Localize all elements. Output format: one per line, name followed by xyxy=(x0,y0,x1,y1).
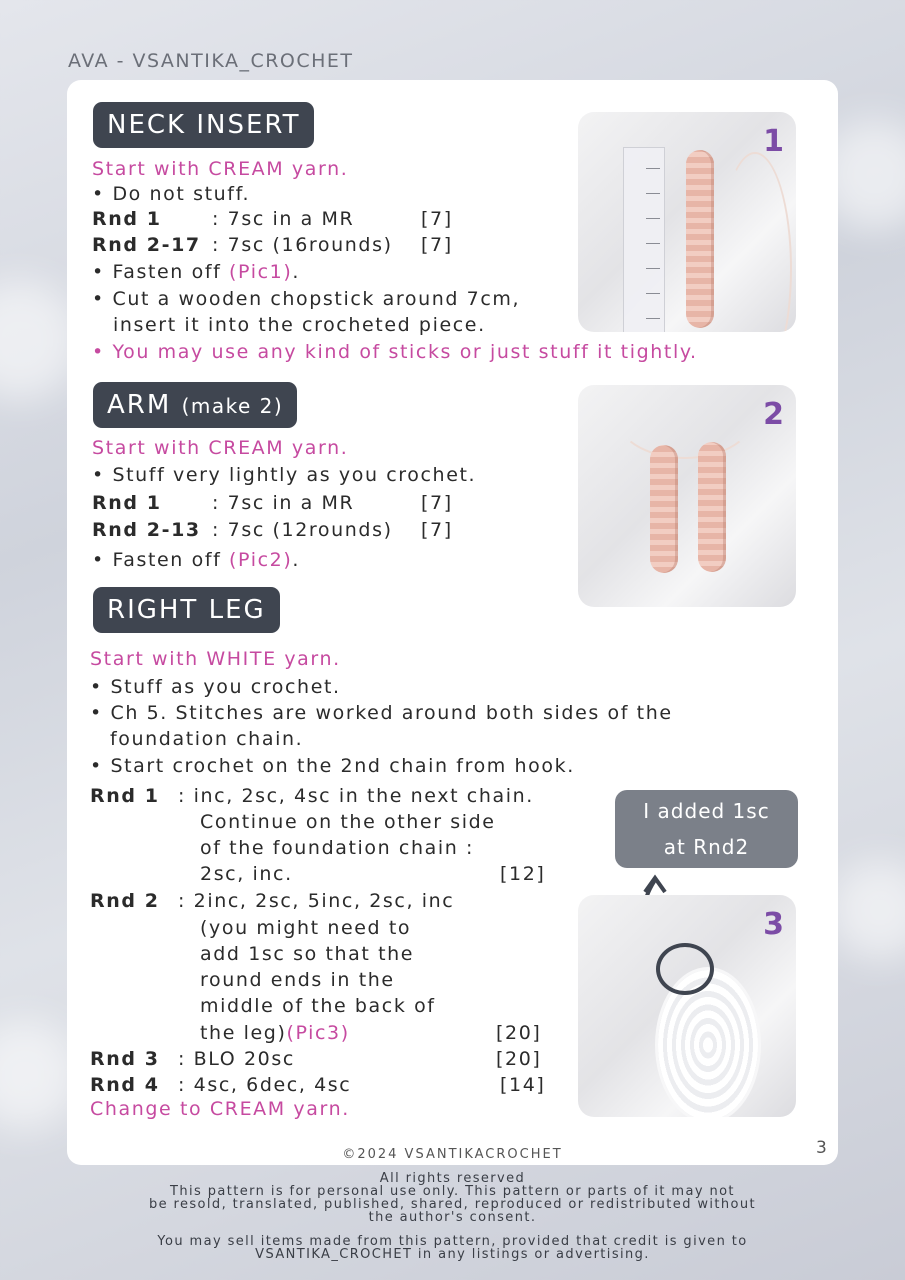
ruler xyxy=(623,147,665,332)
arm-pic-ref: (Pic2) xyxy=(229,549,293,571)
leg-rnd1-line: 2sc, inc. xyxy=(200,863,293,885)
leg-start: Start with WHITE yarn. xyxy=(90,648,341,670)
leg-change-yarn: Change to CREAM yarn. xyxy=(90,1098,350,1120)
note-line: at Rnd2 xyxy=(663,835,750,859)
leg-rnd2-line: : 2inc, 2sc, 5inc, 2sc, inc xyxy=(178,890,455,912)
arm-rnd2-count: [7] xyxy=(421,519,453,541)
leg-rnd4-label: Rnd 4 xyxy=(90,1074,160,1096)
arm-fasten-text: • Fasten off xyxy=(92,549,230,571)
leg-rnd1-line: Continue on the other side xyxy=(200,811,496,833)
pic-number-3: 3 xyxy=(763,907,784,942)
neck-fasten xyxy=(92,260,300,284)
footer-line: the author's consent. xyxy=(368,1210,537,1225)
arm-stuff: • Stuff very lightly as you crochet. xyxy=(92,464,477,486)
arm-crochet-piece-left xyxy=(650,445,678,573)
yarn-strand xyxy=(613,385,757,459)
footer-line: be resold, translated, published, shared, reproduced or redistributed without xyxy=(148,1197,757,1212)
arm-rnd2-text: : 7sc (12rounds) xyxy=(212,519,393,541)
neck-rnd1-text: : 7sc in a MR xyxy=(212,208,355,230)
leg-ch-line1: • Ch 5. Stitches are worked around both sides of the xyxy=(90,702,673,724)
neck-cut-line2: insert it into the crocheted piece. xyxy=(113,314,486,336)
section-heading-arm xyxy=(93,382,297,428)
arm-crochet-piece-right xyxy=(698,442,726,572)
leg-rnd2-line: round ends in the xyxy=(200,969,395,991)
leg-rnd2-line: the leg) xyxy=(200,1022,287,1044)
footer-line: VSANTIKA_CROCHET in any listings or advertising. xyxy=(255,1247,650,1262)
leg-rnd3-count: [20] xyxy=(496,1048,542,1070)
neck-rnd1-count: [7] xyxy=(421,208,453,230)
neck-heading-text: NECK INSERT xyxy=(107,110,301,140)
neck-cut-line1: • Cut a wooden chopstick around 7cm, xyxy=(92,288,521,310)
arm-heading-text: ARM xyxy=(107,390,172,420)
pic-number-1: 1 xyxy=(763,124,784,159)
neck-fasten-end: . xyxy=(292,261,300,283)
leg-rnd2-line: middle of the back of xyxy=(200,995,436,1017)
highlight-circle xyxy=(656,943,714,995)
leg-rnd2-line: add 1sc so that the xyxy=(200,943,415,965)
neck-rnd2-text: : 7sc (16rounds) xyxy=(212,234,393,256)
leg-rnd3-text: : BLO 20sc xyxy=(178,1048,295,1070)
neck-no-stuff: • Do not stuff. xyxy=(92,183,251,205)
arm-rnd1-count: [7] xyxy=(421,492,453,514)
leg-rnd3-label: Rnd 3 xyxy=(90,1048,160,1070)
note-bubble xyxy=(615,790,798,868)
section-heading-neck xyxy=(93,102,314,148)
photo-neck-insert xyxy=(578,112,796,332)
background-blur xyxy=(830,860,905,960)
leg-rnd2-last xyxy=(200,1021,350,1045)
page-number: 3 xyxy=(816,1138,827,1158)
neck-rnd1-label: Rnd 1 xyxy=(92,208,162,230)
photo-arms xyxy=(578,385,796,607)
leg-heading-text: RIGHT LEG xyxy=(107,595,266,625)
leg-rnd4-text: : 4sc, 6dec, 4sc xyxy=(178,1074,352,1096)
pattern-title: AVA - VSANTIKA_CROCHET xyxy=(68,50,354,72)
leg-rnd1-label: Rnd 1 xyxy=(90,785,160,807)
arm-rnd1-text: : 7sc in a MR xyxy=(212,492,355,514)
leg-stuff: • Stuff as you crochet. xyxy=(90,676,341,698)
note-line: I added 1sc xyxy=(643,799,770,823)
neck-rnd2-label: Rnd 2-17 xyxy=(92,234,201,256)
footer-line: This pattern is for personal use only. This pattern or parts of it may not xyxy=(170,1184,735,1199)
arm-rnd2-label: Rnd 2-13 xyxy=(92,519,201,541)
section-heading-leg xyxy=(93,587,280,633)
footer-line: You may sell items made from this pattern, provided that credit is given to xyxy=(157,1234,748,1249)
leg-rnd2-count: [20] xyxy=(496,1022,542,1044)
photo-leg-base xyxy=(578,895,796,1117)
arm-heading-sub: (make 2) xyxy=(181,394,284,418)
arm-start: Start with CREAM yarn. xyxy=(92,437,349,459)
leg-rnd4-count: [14] xyxy=(500,1074,546,1096)
leg-rnd1-count: [12] xyxy=(500,863,546,885)
leg-rnd1-line: : inc, 2sc, 4sc in the next chain. xyxy=(178,785,534,807)
leg-pic-ref: (Pic3) xyxy=(286,1022,350,1044)
copyright-text: ©2024 VSANTIKACROCHET xyxy=(342,1147,563,1162)
neck-start: Start with CREAM yarn. xyxy=(92,158,349,180)
leg-ch-line2: foundation chain. xyxy=(110,728,304,750)
neck-pic-ref: (Pic1) xyxy=(229,261,293,283)
arm-fasten xyxy=(92,548,300,572)
leg-rnd2-label: Rnd 2 xyxy=(90,890,160,912)
neck-fasten-text: • Fasten off xyxy=(92,261,230,283)
leg-start-line: • Start crochet on the 2nd chain from hook. xyxy=(90,755,575,777)
pic-number-2: 2 xyxy=(763,397,784,432)
neck-crochet-piece xyxy=(686,150,714,328)
leg-rnd2-line: (you might need to xyxy=(200,917,412,939)
footer-line: All rights reserved xyxy=(379,1171,526,1186)
arm-rnd1-label: Rnd 1 xyxy=(92,492,162,514)
neck-rnd2-count: [7] xyxy=(421,234,453,256)
arm-fasten-end: . xyxy=(292,549,300,571)
neck-tip: • You may use any kind of sticks or just stuff it tightly. xyxy=(92,341,698,363)
leg-rnd1-line: of the foundation chain : xyxy=(200,837,475,859)
yarn-strand xyxy=(718,152,792,332)
